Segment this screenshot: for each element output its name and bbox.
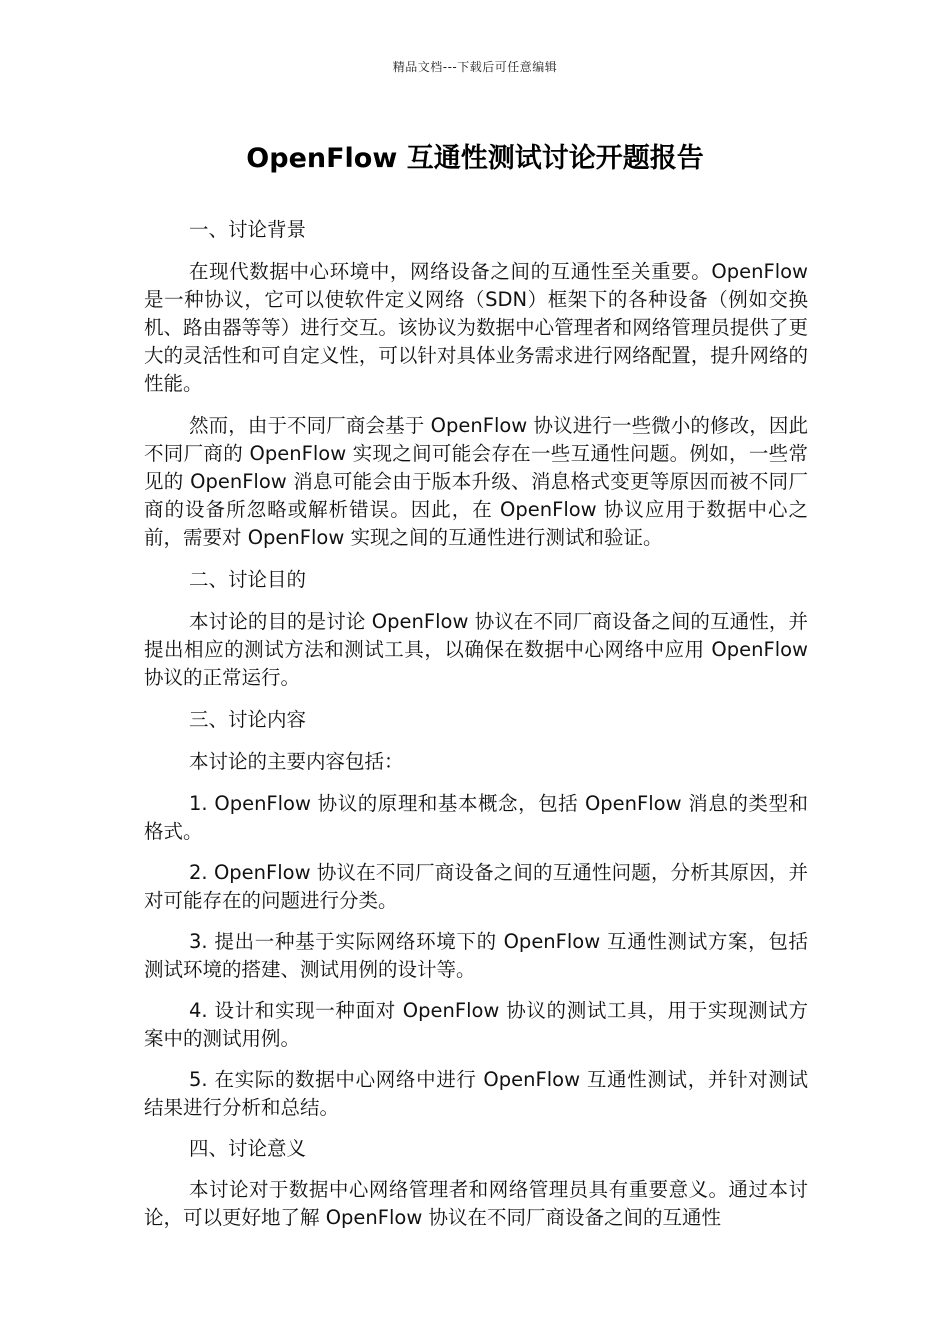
paragraph-background-2: 然而，由于不同厂商会基于 OpenFlow 协议进行一些微小的修改，因此不同厂商的 OpenFlow 实现之间可能会存在一些互通性问题。例如，一些常见的 OpenFlow 消息可能会由于版本升级、消息格式变更等原因而被不同厂商的设备所忽略或解析错误。因此，在 OpenFlow 协议应用于数据中心之前，需要对 OpenFlow 实现之间的互通性进行测试和验证。 xyxy=(144,414,808,549)
paragraph-significance: 本讨论对于数据中心网络管理者和网络管理员具有重要意义。通过本讨论，可以更好地了解 OpenFlow 协议在不同厂商设备之间的互通性 xyxy=(144,1178,808,1229)
page-header-note: 精品文档---下载后可任意编辑 xyxy=(392,60,558,74)
content-list-item: 4. 设计和实现一种面对 OpenFlow 协议的测试工具，用于实现测试方案中的测试用例。 xyxy=(144,999,808,1050)
paragraph-purpose: 本讨论的目的是讨论 OpenFlow 协议在不同厂商设备之间的互通性，并提出相应的测试方法和测试工具，以确保在数据中心网络中应用 OpenFlow 协议的正常运行。 xyxy=(144,610,808,689)
section-heading-background: 一、讨论背景 xyxy=(189,218,307,241)
section-heading-content: 三、讨论内容 xyxy=(189,708,307,731)
section-heading-purpose: 二、讨论目的 xyxy=(189,568,307,591)
document-body xyxy=(144,216,808,1246)
content-list-item: 5. 在实际的数据中心网络中进行 OpenFlow 互通性测试，并针对测试结果进行分析和总结。 xyxy=(144,1068,808,1119)
paragraph-background-1: 在现代数据中心环境中，网络设备之间的互通性至关重要。OpenFlow 是一种协议，它可以使软件定义网络（SDN）框架下的各种设备（例如交换机、路由器等等）进行交互。该协议为数据中心管理者和网络管理员提供了更大的灵活性和可自定义性，可以针对具体业务需求进行网络配置，提升网络的性能。 xyxy=(144,260,808,395)
content-list-item: 2. OpenFlow 协议在不同厂商设备之间的互通性问题，分析其原因，并对可能存在的问题进行分类。 xyxy=(144,861,808,912)
section-heading-significance: 四、讨论意义 xyxy=(189,1137,307,1160)
paragraph-content-intro: 本讨论的主要内容包括： xyxy=(189,750,404,773)
content-list-item: 1. OpenFlow 协议的原理和基本概念，包括 OpenFlow 消息的类型和格式。 xyxy=(144,792,808,843)
content-list-item: 3. 提出一种基于实际网络环境下的 OpenFlow 互通性测试方案，包括测试环境的搭建、测试用例的设计等。 xyxy=(144,930,808,981)
document-title: OpenFlow 互通性测试讨论开题报告 xyxy=(246,143,704,174)
